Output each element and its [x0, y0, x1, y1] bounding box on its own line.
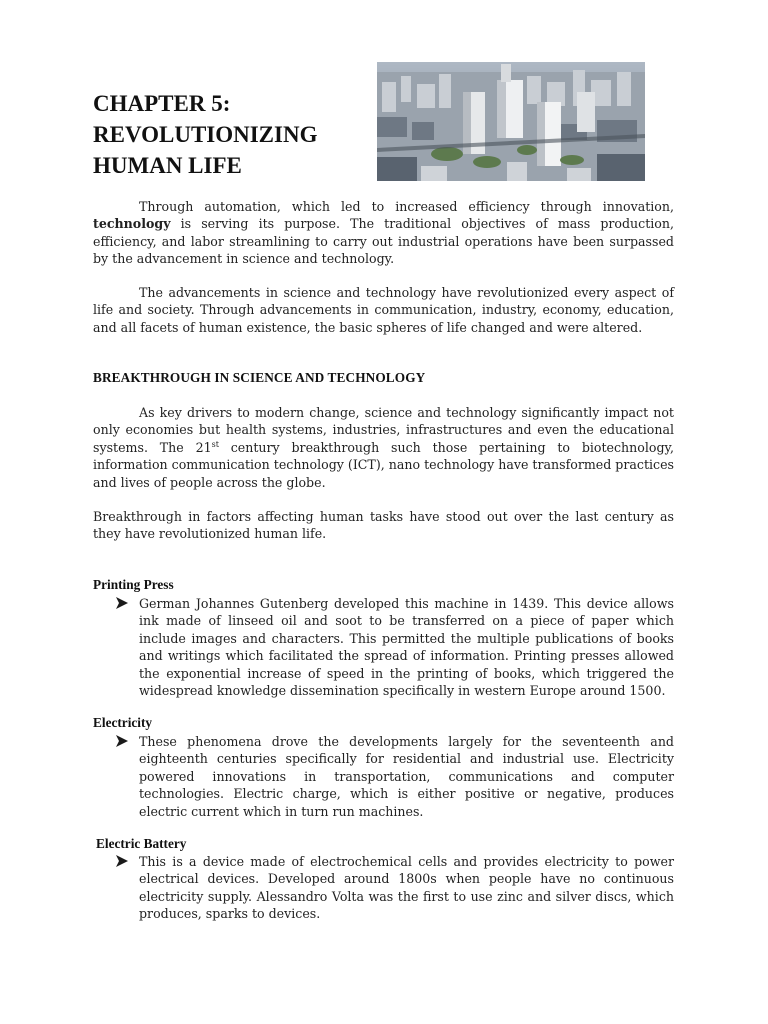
chapter-title-line-2: REVOLUTIONIZING: [93, 122, 318, 147]
printing-press-heading: Printing Press: [93, 577, 174, 592]
arrow-bullet-icon: [115, 596, 129, 610]
chapter-title: [93, 88, 373, 181]
printing-press-text: German Johannes Gutenberg developed this machine in 1439. This device allows ink made of linseed oil and soot to be transferred on a piece of paper which include images and characters. This permitted the multiple publications of books and writings which facilitated the spread of information. Printing presses allowed the exponential increase of speed in the printing of books, which triggered the widespread knowledge dissemination specifically in western Europe around 1500.: [139, 596, 674, 699]
technology-keyword: technology: [93, 216, 171, 232]
breakthrough-paragraph-1: [93, 404, 674, 491]
electric-battery-heading: Electric Battery: [96, 836, 187, 851]
breakthrough-text-end: century breakthrough such those pertaining to biotechnology, information communication technology (ICT), nano technology have transformed practices and lives of people across the globe.: [93, 439, 675, 490]
arrow-bullet-icon: [115, 734, 129, 748]
chapter-title-line-3: HUMAN LIFE: [93, 153, 242, 178]
electricity-heading: Electricity: [93, 715, 153, 730]
chapter-title-line-1: CHAPTER 5:: [93, 91, 231, 116]
intro-paragraph-2: The advancements in science and technology have revolutionized every aspect of life and society. Through advancements in communication, industry, economy, education, and all facets of human existence, the basic spheres of life changed and were altered.: [93, 285, 674, 335]
intro-text-start: Through automation, which led to increased efficiency through innovation,: [139, 199, 674, 214]
printing-press-item: [115, 595, 674, 699]
breakthrough-text-start: As key drivers to modern change, science and technology significantly impact not only economies but health systems, industries, infrastructures and even the educational systems. The 21: [93, 405, 674, 455]
breakthrough-paragraph-2: Breakthrough in factors affecting human tasks have stood out over the last century as they have revolutionized human life.: [93, 509, 674, 542]
electricity-text: These phenomena drove the developments largely for the seventeenth and eighteenth centuries specifically for residential and industrial use. Electricity powered innovations in transportation, communications and computer technologies. Electric charge, which is either positive or negative, produces electric current which in turn run machines.: [139, 734, 674, 819]
ordinal-suffix: st: [211, 439, 219, 449]
electric-battery-item: [115, 853, 674, 923]
arrow-bullet-icon: [115, 854, 129, 868]
electric-battery-text: This is a device made of electrochemical cells and provides electricity to power electrical devices. Developed around 1800s when people have no continuous electricity supply. Alessandro Volta was the first to use zinc and silver discs, which produces, sparks to devices.: [139, 854, 674, 922]
intro-text-end: is serving its purpose. The traditional objectives of mass production, efficiency, and labor streamlining to carry out industrial operations have been surpassed by the advancement in science and technology.: [93, 216, 674, 267]
city-skyline-illustration: [377, 62, 645, 181]
city-aerial-photo: [377, 62, 645, 181]
section-heading: BREAKTHROUGH IN SCIENCE AND TECHNOLOGY: [93, 370, 426, 385]
intro-paragraph-1: [93, 198, 674, 268]
electricity-item: [115, 733, 674, 820]
